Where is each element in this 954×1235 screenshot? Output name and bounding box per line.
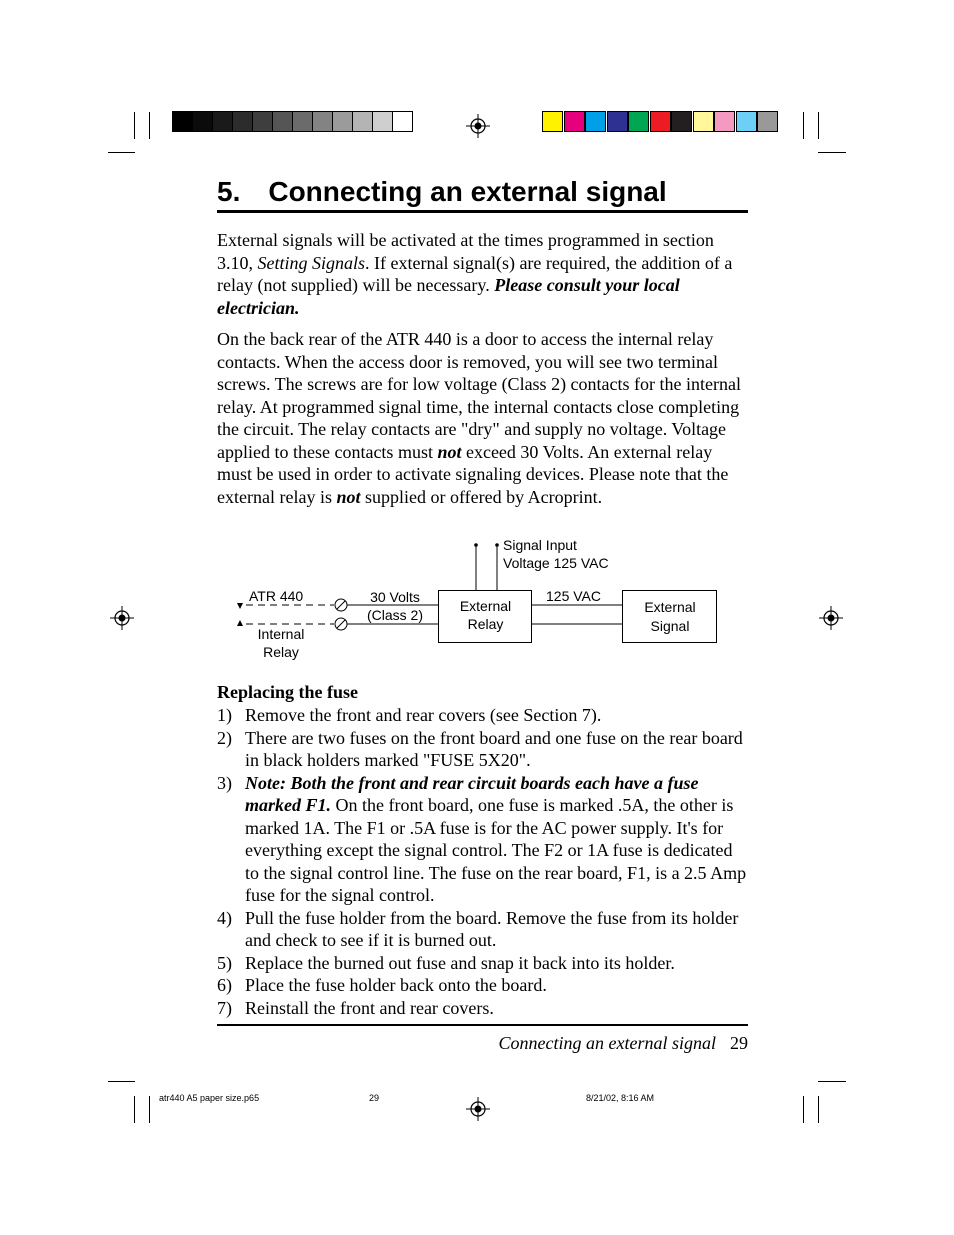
- internal-relay-label: Internal Relay: [257, 626, 305, 660]
- gray-swatch: [192, 111, 213, 132]
- step-number: 4): [217, 907, 232, 928]
- color-swatch: [585, 111, 606, 132]
- gray-swatch: [392, 111, 413, 132]
- electrician-notice: Please consult your local electrician.: [217, 275, 680, 318]
- registration-mark-icon: [108, 604, 136, 632]
- step-number: 3): [217, 772, 232, 793]
- emphasis-not: not: [437, 441, 462, 462]
- step-text: On the front board, one fuse is marked .5A, the other is marked 1A. The F1 or .5A fuse is for the AC power supply. It's for everything except the signal control. The F2 or 1A fuse is dedicated to the signal control line. The fuse on the rear board, F1, is a 2.5 Amp fuse for the signal control.: [245, 795, 747, 905]
- color-swatch: [628, 111, 649, 132]
- page-number: 29: [730, 1033, 748, 1053]
- crop-mark: [818, 152, 846, 153]
- list-item: [217, 952, 747, 975]
- signal-input-label: Signal Input Voltage 125 VAC: [503, 537, 609, 571]
- list-item: [217, 727, 747, 772]
- step-text: There are two fuses on the front board and one fuse on the rear board in black holders marked "FUSE 5X20".: [245, 727, 743, 770]
- list-item: [217, 704, 747, 727]
- footer-section-title: Connecting an external signal: [498, 1033, 716, 1053]
- step-number: 2): [217, 727, 232, 748]
- emphasis-not: not: [336, 486, 361, 507]
- step-note: Note: Both the front and rear circuit boards each have a fuse marked F1.: [245, 772, 699, 815]
- crop-mark: [803, 1096, 804, 1123]
- slug-date: 8/21/02, 8:16 AM: [586, 1093, 655, 1103]
- gray-swatch: [272, 111, 293, 132]
- step-number: 5): [217, 952, 232, 973]
- registration-mark-icon: [464, 112, 492, 140]
- crop-mark: [134, 112, 135, 139]
- crop-mark: [818, 1096, 819, 1123]
- gray-swatch: [372, 111, 393, 132]
- crop-mark: [149, 1096, 150, 1123]
- gray-swatch: [172, 111, 193, 132]
- color-swatch: [542, 111, 563, 132]
- voltage-class-label: 30 Volts (Class 2): [366, 589, 423, 623]
- gray-swatch: [292, 111, 313, 132]
- gray-swatch: [232, 111, 253, 132]
- intro-text: . If external signal(s) are required, the addition of a relay (not supplied) will be necessary.: [217, 252, 733, 295]
- slug-page: 29: [369, 1093, 380, 1103]
- crop-mark: [108, 1081, 135, 1082]
- page-footer: [217, 1032, 748, 1054]
- list-item: [217, 907, 747, 952]
- color-swatch: [564, 111, 585, 132]
- footer-rule: [217, 1024, 748, 1026]
- list-item: [217, 997, 747, 1020]
- crop-mark: [818, 1081, 846, 1082]
- color-swatch: [671, 111, 692, 132]
- list-item: [217, 974, 747, 997]
- crop-mark: [818, 112, 819, 139]
- step-text: Replace the burned out fuse and snap it back into its holder.: [245, 952, 675, 973]
- gray-swatch: [312, 111, 333, 132]
- intro-text: External signals will be activated at the times programmed in section 3.10,: [217, 230, 714, 273]
- fuse-steps-list: [217, 704, 747, 1019]
- color-swatch: [693, 111, 714, 132]
- color-swatch: [736, 111, 757, 132]
- color-swatch: [714, 111, 735, 132]
- external-signal-box-label: External Signal: [644, 599, 696, 634]
- step-text: Reinstall the front and rear covers.: [245, 997, 494, 1018]
- gray-swatch: [352, 111, 373, 132]
- step-number: 1): [217, 705, 232, 725]
- vac-label: 125 VAC: [546, 588, 601, 604]
- page-title: 5. Connecting an external signal: [217, 174, 748, 213]
- body-text: supplied or offered by Acroprint.: [360, 486, 603, 507]
- body-text: exceed 30 Volts. An external relay must be used in order to activate signaling devices. Please note that the external relay is: [217, 441, 729, 507]
- crop-mark: [134, 1096, 135, 1123]
- body-text: On the back rear of the ATR 440 is a door to access the internal relay contacts. When the access door is removed, you will see two terminal screws. The screws are for low voltage (Class 2) contacts for the internal relay. At programmed signal time, the internal contacts close completing the circuit. The relay contacts are "dry" and supply no voltage. Voltage applied to these contacts must: [217, 329, 741, 462]
- crop-mark: [803, 112, 804, 139]
- registration-mark-icon: [817, 604, 845, 632]
- relay-paragraph: [217, 328, 747, 508]
- crop-mark: [108, 152, 135, 153]
- color-swatch: [757, 111, 778, 132]
- step-number: 7): [217, 997, 232, 1018]
- color-swatch: [607, 111, 628, 132]
- step-text: Pull the fuse holder from the board. Remove the fuse from its holder and check to see if it is burned out.: [245, 907, 739, 950]
- step-text: Remove the front and rear covers (see Section 7).: [245, 705, 602, 725]
- section-reference: Setting Signals: [257, 252, 365, 273]
- gray-swatch: [212, 111, 233, 132]
- list-item: [217, 772, 747, 907]
- atr440-label: ATR 440: [249, 588, 304, 604]
- crop-mark: [149, 112, 150, 139]
- step-number: 6): [217, 975, 232, 995]
- gray-swatch: [252, 111, 273, 132]
- gray-swatch: [332, 111, 353, 132]
- step-text: Place the fuse holder back onto the board.: [245, 975, 547, 995]
- fuse-heading: Replacing the fuse: [217, 682, 358, 702]
- slug-file: atr440 A5 paper size.p65: [159, 1093, 260, 1103]
- external-relay-box-label: External Relay: [459, 598, 512, 632]
- intro-paragraph: [217, 229, 747, 319]
- color-swatch: [650, 111, 671, 132]
- registration-mark-icon: [464, 1095, 492, 1123]
